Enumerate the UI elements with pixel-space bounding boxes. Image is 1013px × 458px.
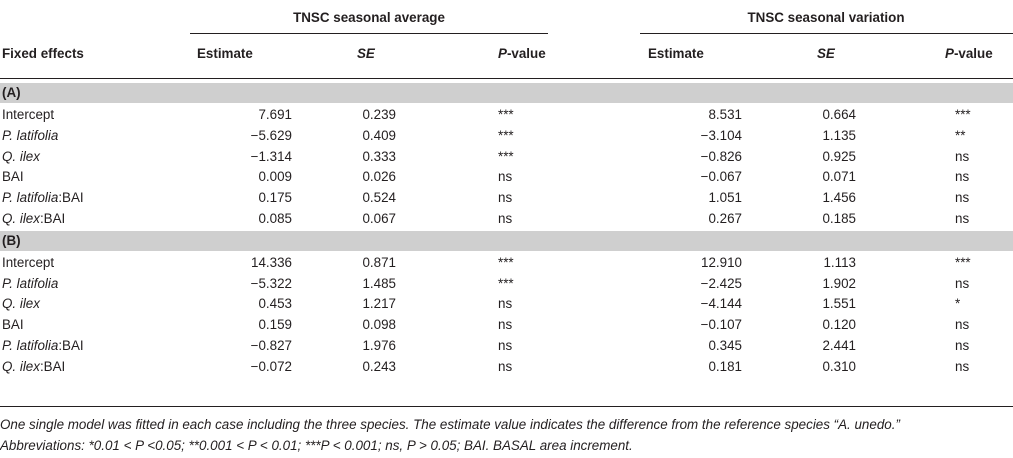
row-label-italic: Q. ilex bbox=[2, 211, 40, 226]
se-average-cell: 0.026 bbox=[362, 169, 396, 185]
pvalue-average-cell: ns bbox=[498, 211, 513, 226]
pvalue-average-cell: *** bbox=[498, 275, 514, 291]
pvalue-average-cell: ns bbox=[498, 317, 513, 333]
se-variation-cell: 0.925 bbox=[822, 148, 856, 164]
table-row bbox=[0, 253, 1013, 273]
estimate-average-cell: −0.072 bbox=[250, 358, 292, 374]
table-row bbox=[0, 105, 1013, 125]
estimate-average-cell: −5.322 bbox=[250, 275, 292, 291]
pvalue-variation-cell: * bbox=[955, 296, 961, 312]
pvalue-variation-cell: ns bbox=[955, 169, 970, 185]
estimate-average-cell: −0.827 bbox=[250, 338, 292, 353]
pvalue-variation-cell: ns bbox=[955, 211, 970, 226]
se-variation-cell: 1.551 bbox=[822, 296, 856, 312]
estimate-average-cell: 0.159 bbox=[258, 317, 292, 333]
estimate-average-cell: 0.085 bbox=[258, 211, 292, 226]
table-row bbox=[0, 167, 1013, 187]
header-rule bbox=[0, 78, 1013, 79]
estimate-variation-cell: −0.826 bbox=[700, 148, 742, 164]
estimate-average-cell: 0.453 bbox=[258, 296, 292, 312]
group-header-average: TNSC seasonal average bbox=[293, 10, 445, 25]
table-row bbox=[0, 315, 1013, 335]
row-label bbox=[2, 315, 24, 335]
se-variation-cell: 0.071 bbox=[822, 169, 856, 185]
row-label-plain: Intercept bbox=[2, 107, 55, 122]
row-label-plain: BAI bbox=[2, 169, 24, 185]
estimate-average-cell: 0.009 bbox=[258, 169, 292, 185]
se-average-cell: 0.409 bbox=[362, 127, 396, 143]
estimate-variation-cell: 0.267 bbox=[708, 211, 742, 226]
estimate-variation-cell: −0.107 bbox=[700, 317, 742, 333]
se-variation-cell: 0.664 bbox=[822, 107, 856, 122]
estimate-variation-cell: 1.051 bbox=[708, 190, 742, 206]
row-label-plain: :BAI bbox=[39, 358, 66, 374]
row-label-plain: :BAI bbox=[39, 211, 66, 226]
pvalue-average-cell: *** bbox=[498, 254, 514, 270]
se-average-cell: 1.976 bbox=[362, 338, 396, 353]
se-variation-cell: 1.456 bbox=[822, 190, 856, 206]
se-variation-cell: 0.120 bbox=[822, 317, 856, 333]
estimate-variation-cell: −4.144 bbox=[700, 296, 742, 312]
estimate-variation-cell: −3.104 bbox=[700, 127, 742, 143]
p-suffix: -value bbox=[506, 46, 546, 61]
pvalue-average-cell: ns bbox=[498, 190, 513, 206]
section-label: (A) bbox=[2, 85, 21, 100]
pvalue-average-cell: ns bbox=[498, 358, 513, 374]
table-row bbox=[0, 336, 1013, 356]
table-row bbox=[0, 209, 1013, 229]
row-label-plain: BAI bbox=[2, 317, 24, 333]
row-label bbox=[2, 274, 58, 294]
pvalue-variation-cell: ns bbox=[955, 317, 970, 333]
estimate-average-cell: −1.314 bbox=[250, 148, 292, 164]
estimate-variation-cell: 12.910 bbox=[701, 254, 742, 270]
group-header-variation: TNSC seasonal variation bbox=[747, 10, 905, 25]
table-row bbox=[0, 294, 1013, 314]
col-header-se-2: SE bbox=[817, 46, 835, 61]
table-row bbox=[0, 274, 1013, 294]
p-italic: P bbox=[498, 46, 507, 61]
se-variation-cell: 1.113 bbox=[823, 254, 856, 270]
row-label bbox=[2, 105, 54, 125]
estimate-variation-cell: 0.181 bbox=[708, 358, 742, 374]
p-suffix: -value bbox=[953, 46, 993, 61]
row-label bbox=[2, 209, 65, 229]
pvalue-average-cell: *** bbox=[498, 107, 514, 122]
col-header-pvalue-2 bbox=[945, 46, 993, 61]
row-label-italic: Q. ilex bbox=[2, 148, 40, 164]
pvalue-average-cell: ns bbox=[498, 296, 513, 312]
estimate-average-cell: 0.175 bbox=[258, 190, 292, 206]
row-label bbox=[2, 167, 24, 187]
se-average-cell: 1.217 bbox=[362, 296, 396, 312]
se-variation-cell: 0.310 bbox=[822, 358, 856, 374]
table-row bbox=[0, 126, 1013, 146]
pvalue-average-cell: *** bbox=[498, 148, 514, 164]
pvalue-average-cell: ns bbox=[498, 169, 513, 185]
estimate-average-cell: −5.629 bbox=[250, 127, 292, 143]
se-average-cell: 0.098 bbox=[362, 317, 396, 333]
table-row bbox=[0, 357, 1013, 377]
row-label bbox=[2, 336, 84, 356]
se-variation-cell: 2.441 bbox=[822, 338, 856, 353]
row-label bbox=[2, 126, 58, 146]
row-label-plain: :BAI bbox=[58, 338, 84, 353]
table-row bbox=[0, 147, 1013, 167]
row-label bbox=[2, 188, 84, 208]
se-average-cell: 0.067 bbox=[362, 211, 396, 226]
se-average-cell: 0.243 bbox=[362, 358, 396, 374]
pvalue-average-cell: *** bbox=[498, 127, 514, 143]
row-label-italic: P. latifolia bbox=[2, 190, 59, 206]
row-label bbox=[2, 357, 65, 377]
bottom-rule bbox=[0, 406, 1013, 407]
pvalue-average-cell: ns bbox=[498, 338, 513, 353]
se-average-cell: 0.333 bbox=[362, 148, 396, 164]
section-header bbox=[0, 231, 1013, 251]
estimate-variation-cell: −2.425 bbox=[700, 275, 742, 291]
pvalue-variation-cell: *** bbox=[955, 254, 971, 270]
col-header-estimate-2: Estimate bbox=[648, 46, 704, 61]
col-header-se-1: SE bbox=[357, 46, 375, 61]
se-average-cell: 0.524 bbox=[362, 190, 396, 206]
pvalue-variation-cell: ns bbox=[955, 358, 970, 374]
estimate-average-cell: 14.336 bbox=[251, 254, 292, 270]
row-label bbox=[2, 253, 54, 273]
pvalue-variation-cell: ns bbox=[955, 338, 970, 353]
group-underline-variation bbox=[640, 33, 1013, 34]
se-average-cell: 0.239 bbox=[362, 107, 396, 122]
se-variation-cell: 1.135 bbox=[822, 127, 856, 143]
pvalue-variation-cell: ns bbox=[955, 190, 970, 206]
table-row bbox=[0, 188, 1013, 208]
pvalue-variation-cell: ns bbox=[955, 148, 970, 164]
se-average-cell: 1.485 bbox=[362, 275, 396, 291]
estimate-average-cell: 7.691 bbox=[258, 107, 292, 122]
pvalue-variation-cell: *** bbox=[955, 107, 971, 122]
row-label-italic: Q. ilex bbox=[2, 296, 40, 312]
row-label-italic: P. latifolia bbox=[2, 338, 59, 353]
section-header bbox=[0, 83, 1013, 103]
col-header-fixed-effects: Fixed effects bbox=[2, 46, 84, 61]
pvalue-variation-cell: ** bbox=[955, 127, 966, 143]
estimate-variation-cell: −0.067 bbox=[700, 169, 742, 185]
row-label-italic: Q. ilex bbox=[2, 358, 40, 374]
se-variation-cell: 1.902 bbox=[822, 275, 856, 291]
footnote-line-1: One single model was fitted in each case including the three species. The estimate value indicates the difference from the reference species “A. unedo.” bbox=[0, 417, 900, 432]
estimate-variation-cell: 0.345 bbox=[708, 338, 742, 353]
p-italic: P bbox=[945, 46, 954, 61]
group-underline-average bbox=[190, 33, 548, 34]
row-label-plain: Intercept bbox=[2, 254, 55, 270]
footnote-line-2: Abbreviations: *0.01 < P <0.05; **0.001 < P < 0.01; ***P < 0.001; ns, P > 0.05; BAI. BASAL area increment. bbox=[0, 438, 633, 453]
row-label-italic: P. latifolia bbox=[2, 127, 59, 143]
row-label bbox=[2, 147, 40, 167]
col-header-estimate-1: Estimate bbox=[197, 46, 253, 61]
se-variation-cell: 0.185 bbox=[822, 211, 856, 226]
row-label-plain: :BAI bbox=[58, 190, 84, 206]
se-average-cell: 0.871 bbox=[362, 254, 396, 270]
row-label-italic: P. latifolia bbox=[2, 275, 59, 291]
section-label: (B) bbox=[2, 232, 21, 248]
row-label bbox=[2, 294, 40, 314]
pvalue-variation-cell: ns bbox=[955, 275, 970, 291]
estimate-variation-cell: 8.531 bbox=[708, 107, 742, 122]
col-header-pvalue-1 bbox=[498, 46, 546, 61]
